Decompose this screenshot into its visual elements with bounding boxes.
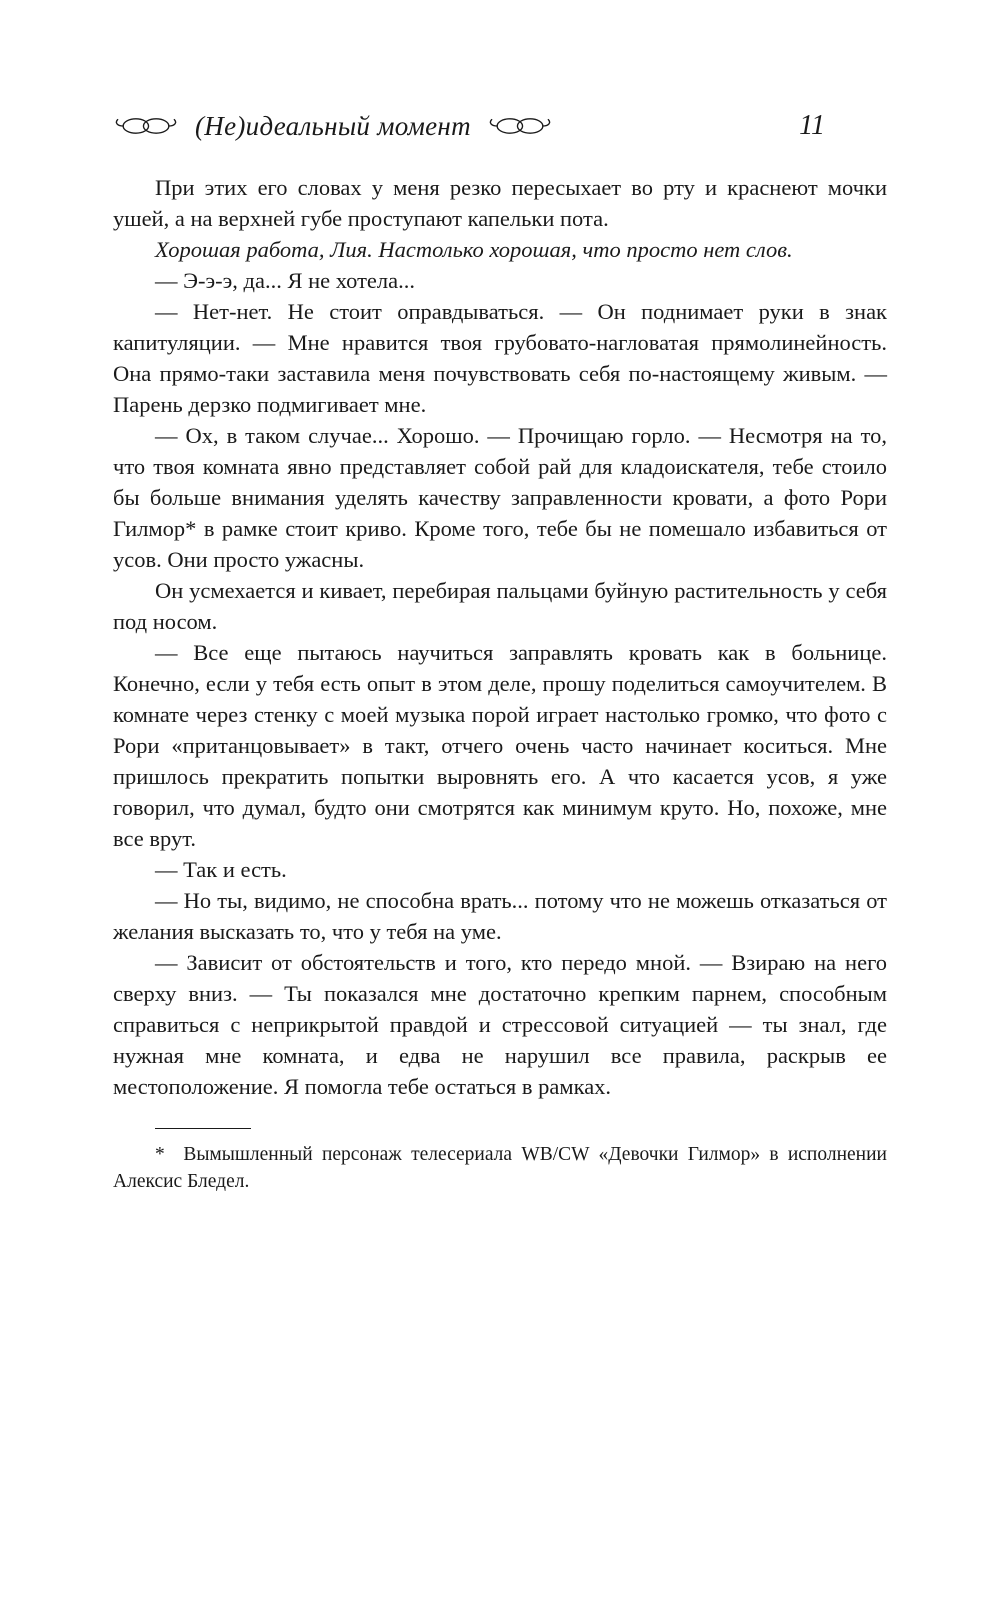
ornament-flourish-right-icon [487,114,553,138]
paragraph: — Э-э-э, да... Я не хотела... [155,268,416,293]
ornament-flourish-left-icon [113,114,179,138]
footnote [113,1141,887,1195]
footnote-text: Вымышленный персонаж телесериала WB/CW «Девочки Гилмор» в исполнении Алексис Бледел. [113,1144,887,1192]
footnote-block [113,1128,887,1195]
paragraph: При этих его словах у меня резко пересыхает во рту и краснеют мочки ушей, а на верхней губе проступают капельки пота. [113,175,887,231]
body-text [113,172,887,1102]
footnote-separator [155,1128,251,1129]
paragraph: — Все еще пытаюсь научиться заправлять кровать как в больнице. Конечно, если у тебя есть опыт в этом деле, прошу поделиться самоучителем. В комнате через стенку с моей музыка порой играет настолько громко, что фото с Рори «пританцовывает» в такт, отчего очень часто начинает коситься. Мне пришлось прекратить попытки выровнять его. А что касается усов, я уже говорил, что думал, будто они смотрятся как минимум круто. Но, похоже, мне все врут. [113,640,887,851]
paragraph: — Но ты, видимо, не способна врать... потому что не можешь отказаться от желания высказать то, что у тебя на уме. [113,888,887,944]
paragraph: Он усмехается и кивает, перебирая пальцами буйную растительность у себя под носом. [113,578,887,634]
paragraph: — Ох, в таком случае... Хорошо. — Прочищаю горло. — Несмотря на то, что твоя комната явно представляет собой рай для кладоискателя, тебе стоило бы больше внимания уделять качеству заправленности кровати, а фото Рори Гилмор* в рамке стоит криво. Кроме того, тебе бы не помешало избавиться от усов. Они просто ужасны. [113,423,887,572]
page-number: 11 [799,110,825,141]
paragraph: — Так и есть. [155,857,287,882]
paragraph: — Нет-нет. Не стоит оправдываться. — Он поднимает руки в знак капитуляции. — Мне нравится твоя грубовато-нагловатая прямолинейность. Она прямо-таки заставила меня почувствовать себя по-настоящему живым. — Парень дерзко подмигивает мне. [113,299,887,417]
footnote-marker: * [155,1144,165,1165]
running-head-title: (Не)идеальный момент [195,110,471,141]
page-header [113,108,887,144]
paragraph: Хорошая работа, Лия. Настолько хорошая, что просто нет слов. [155,237,793,262]
paragraph: — Зависит от обстоятельств и того, кто передо мной. — Взираю на него сверху вниз. — Ты показался мне достаточно крепким парнем, способным справиться с неприкрытой правдой и стрессовой ситуацией — ты знал, где нужная мне комната, и едва не нарушил все правила, раскрыв ее местоположение. Я помогла тебе остаться в рамках. [113,950,887,1099]
